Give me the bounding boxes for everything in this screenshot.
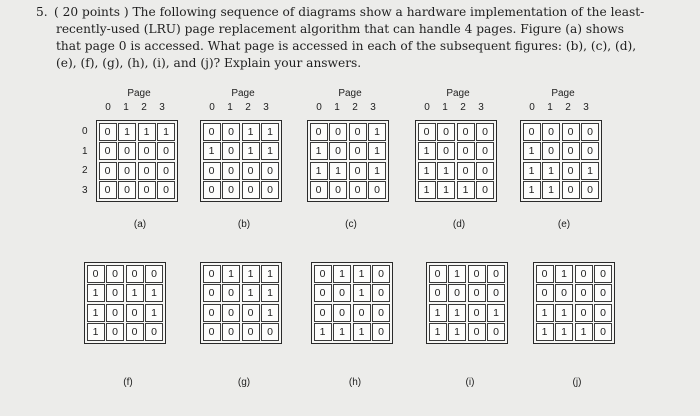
matrix-cell: 1 [555,265,573,283]
matrix-cell: 0 [536,265,554,283]
page-axis-title: Page [551,88,575,99]
matrix-cell: 0 [542,142,560,160]
matrix-cell: 0 [99,162,117,180]
matrix-cell: 1 [242,142,260,160]
matrix-cell: 0 [542,123,560,141]
matrix-cell: 0 [145,323,163,341]
matrix-cell: 1 [310,142,328,160]
matrix-cell: 0 [145,265,163,283]
matrix-cell: 1 [314,323,332,341]
diagram-caption: (b) [237,219,251,230]
matrix-cell: 0 [118,142,136,160]
matrix-cell: 0 [429,284,447,302]
matrix-cell: 1 [581,162,599,180]
matrix-cell: 0 [368,181,386,199]
matrix-cell: 0 [476,142,494,160]
matrix-cell: 0 [222,284,240,302]
column-label: 0 [316,102,322,113]
matrix-cell: 1 [555,323,573,341]
matrix-cell: 1 [126,284,144,302]
matrix-cell: 0 [437,142,455,160]
matrix-cell: 0 [138,142,156,160]
matrix-cell: 1 [157,123,175,141]
matrix-cell: 0 [310,123,328,141]
bit-matrix [200,120,282,202]
matrix-cell: 1 [242,284,260,302]
diagram-caption: (j) [572,377,582,388]
matrix-cell: 0 [418,123,436,141]
diagram-caption: (h) [348,377,362,388]
matrix-cell: 0 [333,304,351,322]
matrix-cell: 1 [353,265,371,283]
matrix-cell: 1 [437,162,455,180]
column-labels [523,102,595,113]
matrix-cell: 0 [594,304,612,322]
matrix-cell: 1 [418,181,436,199]
column-label: 0 [424,102,430,113]
matrix-cell: 1 [542,181,560,199]
matrix-cell: 1 [555,304,573,322]
matrix-cell: 0 [487,323,505,341]
matrix-cell: 0 [468,323,486,341]
column-label: 1 [547,102,553,113]
matrix-cell: 1 [429,304,447,322]
matrix-cell: 0 [372,265,390,283]
bit-matrix [311,262,393,344]
matrix-cell: 0 [487,265,505,283]
matrix-cell: 0 [476,162,494,180]
matrix-cell: 1 [87,323,105,341]
matrix-cell: 0 [314,304,332,322]
bit-matrix [533,262,615,344]
matrix-cell: 0 [353,304,371,322]
matrix-cell: 0 [555,284,573,302]
matrix-cell: 0 [99,123,117,141]
column-labels [310,102,382,113]
matrix-cell: 1 [145,304,163,322]
matrix-cell: 1 [261,284,279,302]
matrix-cell: 0 [126,323,144,341]
matrix-cell: 0 [118,162,136,180]
matrix-cell: 0 [314,265,332,283]
matrix-cell: 1 [353,323,371,341]
matrix-cell: 1 [448,265,466,283]
matrix-cell: 1 [448,323,466,341]
matrix-cell: 1 [242,265,260,283]
bit-matrix [84,262,166,344]
column-labels [418,102,490,113]
row-labels [82,122,88,200]
matrix-cell: 0 [536,284,554,302]
matrix-cell: 0 [349,142,367,160]
bit-matrix [96,120,178,202]
matrix-cell: 0 [594,323,612,341]
column-label: 0 [529,102,535,113]
column-label: 3 [478,102,484,113]
matrix-cell: 0 [349,181,367,199]
matrix-cell: 0 [222,323,240,341]
page-axis-title: Page [231,88,255,99]
matrix-cell: 0 [562,123,580,141]
matrix-cell: 0 [437,123,455,141]
matrix-cell: 0 [106,284,124,302]
matrix-cell: 0 [468,304,486,322]
row-label: 2 [82,165,88,176]
matrix-cell: 1 [448,304,466,322]
matrix-cell: 0 [487,284,505,302]
matrix-cell: 1 [437,181,455,199]
diagram-caption: (e) [557,219,571,230]
matrix-cell: 0 [457,123,475,141]
matrix-cell: 1 [523,142,541,160]
matrix-cell: 1 [368,142,386,160]
matrix-cell: 0 [523,123,541,141]
matrix-cell: 0 [372,323,390,341]
row-label: 0 [82,126,88,137]
matrix-cell: 0 [372,304,390,322]
matrix-cell: 0 [157,142,175,160]
diagram-caption: (c) [345,219,357,230]
matrix-cell: 0 [222,304,240,322]
column-label: 3 [159,102,165,113]
matrix-cell: 0 [222,123,240,141]
bit-matrix [415,120,497,202]
matrix-cell: 0 [448,284,466,302]
matrix-cell: 0 [242,181,260,199]
matrix-cell: 1 [222,265,240,283]
matrix-cell: 0 [242,162,260,180]
matrix-cell: 0 [429,265,447,283]
matrix-cell: 0 [329,181,347,199]
matrix-cell: 0 [203,323,221,341]
matrix-cell: 1 [261,304,279,322]
matrix-cell: 0 [562,142,580,160]
column-label: 3 [583,102,589,113]
column-label: 2 [352,102,358,113]
matrix-cell: 0 [157,181,175,199]
matrix-cell: 0 [203,304,221,322]
page-axis-title: Page [446,88,470,99]
question-text-block [36,4,646,72]
matrix-cell: 0 [203,123,221,141]
matrix-cell: 1 [118,123,136,141]
matrix-cell: 0 [310,181,328,199]
matrix-cell: 1 [138,123,156,141]
column-label: 2 [565,102,571,113]
matrix-cell: 0 [372,284,390,302]
matrix-cell: 0 [349,123,367,141]
column-label: 1 [334,102,340,113]
column-label: 3 [263,102,269,113]
diagram-caption: (g) [237,377,251,388]
matrix-cell: 0 [106,323,124,341]
matrix-cell: 0 [242,304,260,322]
matrix-cell: 1 [145,284,163,302]
matrix-cell: 1 [353,284,371,302]
matrix-cell: 0 [138,181,156,199]
matrix-cell: 0 [242,323,260,341]
row-label: 1 [82,145,88,157]
matrix-cell: 0 [575,304,593,322]
bit-matrix [307,120,389,202]
matrix-cell: 1 [310,162,328,180]
matrix-cell: 0 [562,162,580,180]
matrix-cell: 0 [329,123,347,141]
diagram-caption: (f) [123,377,133,388]
matrix-cell: 1 [242,123,260,141]
matrix-cell: 0 [457,142,475,160]
matrix-cell: 0 [468,284,486,302]
matrix-cell: 1 [261,265,279,283]
matrix-cell: 0 [203,181,221,199]
row-label: 3 [82,184,88,196]
matrix-cell: 1 [368,123,386,141]
matrix-cell: 0 [138,162,156,180]
matrix-cell: 0 [314,284,332,302]
column-label: 1 [442,102,448,113]
column-label: 1 [123,102,129,113]
matrix-cell: 0 [99,181,117,199]
column-label: 1 [227,102,233,113]
matrix-cell: 0 [157,162,175,180]
diagram-caption: (i) [465,377,475,388]
matrix-cell: 0 [333,284,351,302]
matrix-cell: 0 [222,162,240,180]
matrix-cell: 1 [542,162,560,180]
matrix-cell: 0 [203,265,221,283]
matrix-cell: 0 [106,304,124,322]
matrix-cell: 0 [329,142,347,160]
matrix-cell: 0 [222,181,240,199]
page-axis-title: Page [127,88,151,99]
matrix-cell: 1 [457,181,475,199]
matrix-cell: 0 [575,284,593,302]
matrix-cell: 1 [333,323,351,341]
matrix-cell: 1 [329,162,347,180]
matrix-cell: 0 [126,304,144,322]
matrix-cell: 1 [418,162,436,180]
matrix-cell: 0 [594,284,612,302]
matrix-cell: 1 [333,265,351,283]
matrix-cell: 0 [476,181,494,199]
column-label: 0 [105,102,111,113]
matrix-cell: 0 [261,181,279,199]
column-labels [203,102,275,113]
column-label: 2 [245,102,251,113]
matrix-cell: 0 [581,181,599,199]
matrix-cell: 0 [562,181,580,199]
matrix-cell: 0 [99,142,117,160]
matrix-cell: 0 [261,323,279,341]
matrix-cell: 1 [523,162,541,180]
matrix-cell: 0 [594,265,612,283]
matrix-cell: 0 [575,265,593,283]
matrix-cell: 1 [203,142,221,160]
matrix-cell: 1 [418,142,436,160]
matrix-cell: 1 [368,162,386,180]
matrix-cell: 0 [87,265,105,283]
matrix-cell: 1 [429,323,447,341]
matrix-cell: 0 [261,162,279,180]
column-label: 2 [141,102,147,113]
matrix-cell: 1 [87,304,105,322]
page-axis-title: Page [338,88,362,99]
diagram-caption: (d) [452,219,466,230]
bit-matrix [426,262,508,344]
matrix-cell: 0 [349,162,367,180]
matrix-cell: 0 [468,265,486,283]
question-body: ( 20 points ) The following sequence of diagrams show a hardware implementation of the least-recently-used (LRU) page replacement algorithm that can handle 4 pages. Figure (a) shows that page 0 is accessed. What page is accessed in each of the subsequent figures: (b), (c), (d), (e), (f), (g), (h), (i), and (j)? Explain your answers. [54,5,645,70]
matrix-cell: 0 [118,181,136,199]
column-label: 0 [209,102,215,113]
matrix-cell: 1 [575,323,593,341]
matrix-cell: 1 [536,304,554,322]
column-labels [99,102,171,113]
matrix-cell: 1 [261,123,279,141]
column-label: 2 [460,102,466,113]
matrix-cell: 1 [487,304,505,322]
matrix-cell: 0 [126,265,144,283]
column-label: 3 [370,102,376,113]
matrix-cell: 0 [581,123,599,141]
bit-matrix [200,262,282,344]
matrix-cell: 0 [222,142,240,160]
matrix-cell: 0 [457,162,475,180]
matrix-cell: 1 [536,323,554,341]
matrix-cell: 0 [581,142,599,160]
matrix-cell: 1 [261,142,279,160]
matrix-cell: 0 [106,265,124,283]
bit-matrix [520,120,602,202]
matrix-cell: 1 [523,181,541,199]
matrix-cell: 0 [203,162,221,180]
matrix-cell: 1 [87,284,105,302]
question-number: 5. [36,5,48,19]
matrix-cell: 0 [203,284,221,302]
matrix-cell: 0 [476,123,494,141]
diagram-caption: (a) [133,219,147,230]
